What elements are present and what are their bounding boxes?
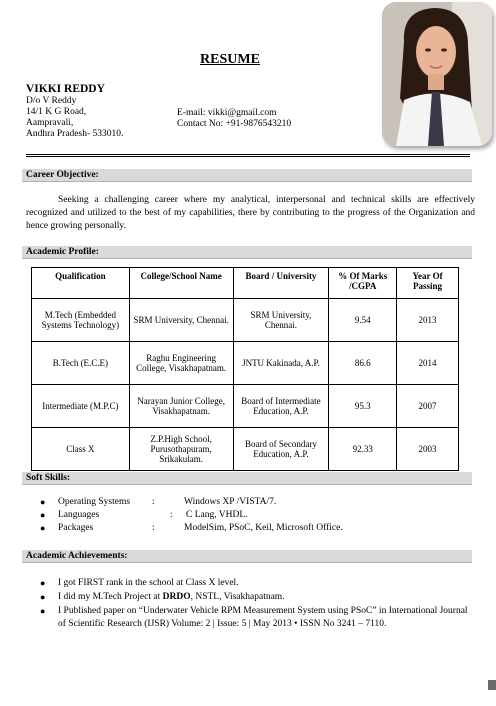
- table-cell: JNTU Kakinada, A.P.: [233, 342, 329, 385]
- skill-label: Languages: [58, 510, 100, 520]
- header-divider: [26, 154, 470, 155]
- table-row: [32, 299, 459, 342]
- table-cell: M.Tech (Embedded Systems Technology): [32, 299, 130, 342]
- table-cell: Class X: [32, 428, 130, 471]
- profile-photo: [382, 2, 492, 146]
- page-corner-mark: [488, 680, 496, 690]
- address-block: [26, 96, 123, 140]
- column-header: Qualification: [32, 268, 130, 299]
- table-cell: B.Tech (E.C.E): [32, 342, 130, 385]
- bullet-icon: ●: [40, 497, 46, 507]
- column-header: Year Of Passing: [397, 268, 459, 299]
- skill-label: Packages: [58, 523, 94, 533]
- achievement-text: I Published paper on “Underwater Vehicle RPM Measurement System using PSoC” in International Journal of Scientific Research (IJSR) Volume: 2 | Issue: 5 | May 2013 • ISSN No 3241 – 7110.: [58, 606, 468, 629]
- table-cell: 9.54: [329, 299, 397, 342]
- table-cell: Intermediate (M.P.C): [32, 385, 130, 428]
- table-row: [32, 428, 459, 471]
- table-row: [32, 385, 459, 428]
- skill-colon: :: [152, 523, 155, 533]
- section-heading-text: Academic Profile:: [26, 247, 99, 257]
- table-cell: 92.33: [329, 428, 397, 471]
- address-line: Aampravali,: [26, 118, 74, 128]
- achievement-text: , NSTL, Visakhapatnam.: [190, 592, 285, 602]
- section-heading-skills: [22, 472, 472, 485]
- contact-block: [177, 108, 291, 130]
- section-heading-text: Career Objective:: [26, 170, 99, 180]
- table-cell: SRM University, Chennai.: [129, 299, 233, 342]
- table-cell: Z.P.High School, Purusothapuram, Srikakulam.: [129, 428, 233, 471]
- table-cell: 86.6: [329, 342, 397, 385]
- academic-table: [31, 267, 459, 471]
- skill-colon: :: [152, 497, 155, 507]
- table-header-row: [32, 268, 459, 299]
- table-cell: Board of Intermediate Education, A.P.: [233, 385, 329, 428]
- section-heading-objective: [22, 169, 472, 182]
- column-header: Board / University: [233, 268, 329, 299]
- achievement-bold-text: DRDO: [162, 592, 191, 602]
- achievement-text: I got FIRST rank in the school at Class X level.: [58, 578, 239, 588]
- achievement-text: I did my M.Tech Project at: [58, 592, 163, 602]
- skill-value: ModelSim, PSoC, Keil, Microsoft Office.: [184, 523, 343, 533]
- address-line: 14/1 K G Road,: [26, 107, 87, 117]
- header-divider-second: [26, 156, 470, 157]
- profile-photo-image: [382, 2, 492, 146]
- phone-text: Contact No: +91-9876543210: [177, 119, 292, 129]
- table-cell: 2013: [397, 299, 459, 342]
- skill-value: C Lang, VHDL.: [186, 510, 248, 520]
- column-header: College/School Name: [129, 268, 233, 299]
- address-line: Andhra Pradesh- 533010.: [26, 129, 124, 139]
- resume-title: RESUME: [200, 52, 260, 67]
- objective-paragraph: Seeking a challenging career where my analytical, interpersonal and technical skills are effectively recognized and utilized to the best of my capabilities, there by contributing to the progress of the Organization and hence growing personally.: [26, 195, 475, 231]
- table-cell: Board of Secondary Education, A.P.: [233, 428, 329, 471]
- skill-value: Windows XP /VISTA/7.: [184, 497, 277, 507]
- candidate-name: VIKKI REDDY: [26, 83, 105, 95]
- address-line: D/o V Reddy: [26, 96, 77, 106]
- section-heading-text: Soft Skills:: [26, 473, 71, 483]
- section-heading-achievements: [22, 550, 472, 563]
- table-cell: Raghu Engineering College, Visakhapatnam.: [129, 342, 233, 385]
- list-item: [40, 577, 470, 590]
- table-cell: Narayan Junior College, Visakhapatnam.: [129, 385, 233, 428]
- achievements-list: [40, 577, 470, 632]
- table-row: [32, 342, 459, 385]
- bullet-icon: ●: [40, 523, 46, 533]
- bullet-icon: ●: [40, 606, 46, 616]
- bullet-icon: ●: [40, 578, 46, 588]
- skill-colon: :: [170, 510, 173, 520]
- bullet-icon: ●: [40, 510, 46, 520]
- section-heading-text: Academic Achievements:: [26, 551, 128, 561]
- column-header: % Of Marks /CGPA: [329, 268, 397, 299]
- table-cell: 2003: [397, 428, 459, 471]
- table-cell: SRM University, Chennai.: [233, 299, 329, 342]
- table-cell: 2014: [397, 342, 459, 385]
- table-cell: 95.3: [329, 385, 397, 428]
- section-heading-academic: [22, 246, 472, 259]
- skill-label: Operating Systems: [58, 497, 131, 507]
- table-cell: 2007: [397, 385, 459, 428]
- email-text: E-mail: vikki@gmail.com: [177, 108, 277, 118]
- list-item: [40, 591, 470, 604]
- list-item: [40, 605, 470, 631]
- bullet-icon: ●: [40, 592, 46, 602]
